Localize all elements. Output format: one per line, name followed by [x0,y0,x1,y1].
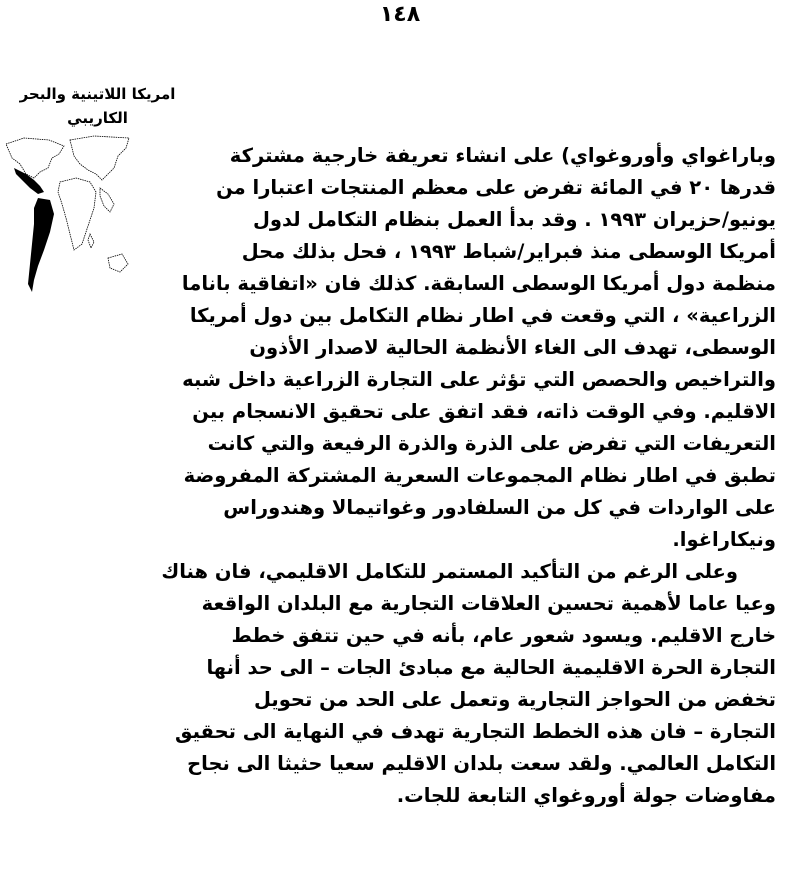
world-map-icon [4,134,132,296]
paragraph [181,140,776,556]
text-line: قدرها ٢٠ في المائة تفرض على معظم المنتجات اعتبارا من [216,176,776,199]
sidebar-section-title [0,82,195,130]
text-line: أمريكا الوسطى منذ فبراير/شباط ١٩٩٣ ، فحل بذلك محل [241,240,776,263]
text-line: مفاوضات جولة أوروغواي التابعة للجات. [396,784,776,807]
text-line: التجارة الحرة الاقليمية الحالية مع مبادئ الجات – الى حد أنها [206,656,776,679]
body-text [161,140,776,812]
text-line: تخفض من الحواجز التجارية وتعمل على الحد من تحويل [253,688,776,711]
text-line: وعلى الرغم من التأكيد المستمر للتكامل الاقليمي، فان هناك [161,560,738,583]
text-line: التكامل العالمي. ولقد سعت بلدان الاقليم سعيا حثيثا الى نجاح [187,752,776,775]
text-line: تطبق في اطار نظام المجموعات السعرية المشتركة المفروضة [183,464,776,487]
text-line: التجارة – فان هذه الخطط التجارية تهدف في النهاية الى تحقيق [175,720,776,743]
text-line: الاقليم. وفي الوقت ذاته، فقد اتفق على تحقيق الانسجام بين [192,400,776,423]
text-line: الزراعية» ، التي وقعت في اطار نظام التكامل بين دول أمريكا [189,304,776,327]
sidebar-title-line: امريكا اللاتينية والبحر [19,85,176,103]
page-number: ١٤٨ [379,2,421,27]
sidebar-title-line: الكاريبي [67,109,128,127]
text-line: والتراخيص والحصص التي تؤثر على التجارة الزراعية داخل شبه [182,368,776,391]
text-line: منظمة دول أمريكا الوسطى السابقة. كذلك فان «اتفاقية باناما [181,272,776,295]
text-line: وعيا عاما لأهمية تحسين العلاقات التجارية مع البلدان الواقعة [201,592,776,615]
text-line: يونيو/حزيران ١٩٩٣ . وقد بدأ العمل بنظام التكامل لدول [252,208,776,231]
text-line: خارج الاقليم. ويسود شعور عام، بأنه في حين تتفق خطط [231,624,776,647]
text-line: ونيكاراغوا. [672,528,776,551]
text-line: التعريفات التي تفرض على الذرة والذرة الرفيعة والتي كانت [207,432,776,455]
paragraph [161,556,776,812]
text-line: على الواردات في كل من السلفادور وغواتيمالا وهندوراس [223,496,776,519]
text-line: الوسطى، تهدف الى الغاء الأنظمة الحالية لاصدار الأذون [249,336,776,359]
text-line: وباراغواي وأوروغواي) على انشاء تعريفة خارجية مشتركة [229,144,776,167]
